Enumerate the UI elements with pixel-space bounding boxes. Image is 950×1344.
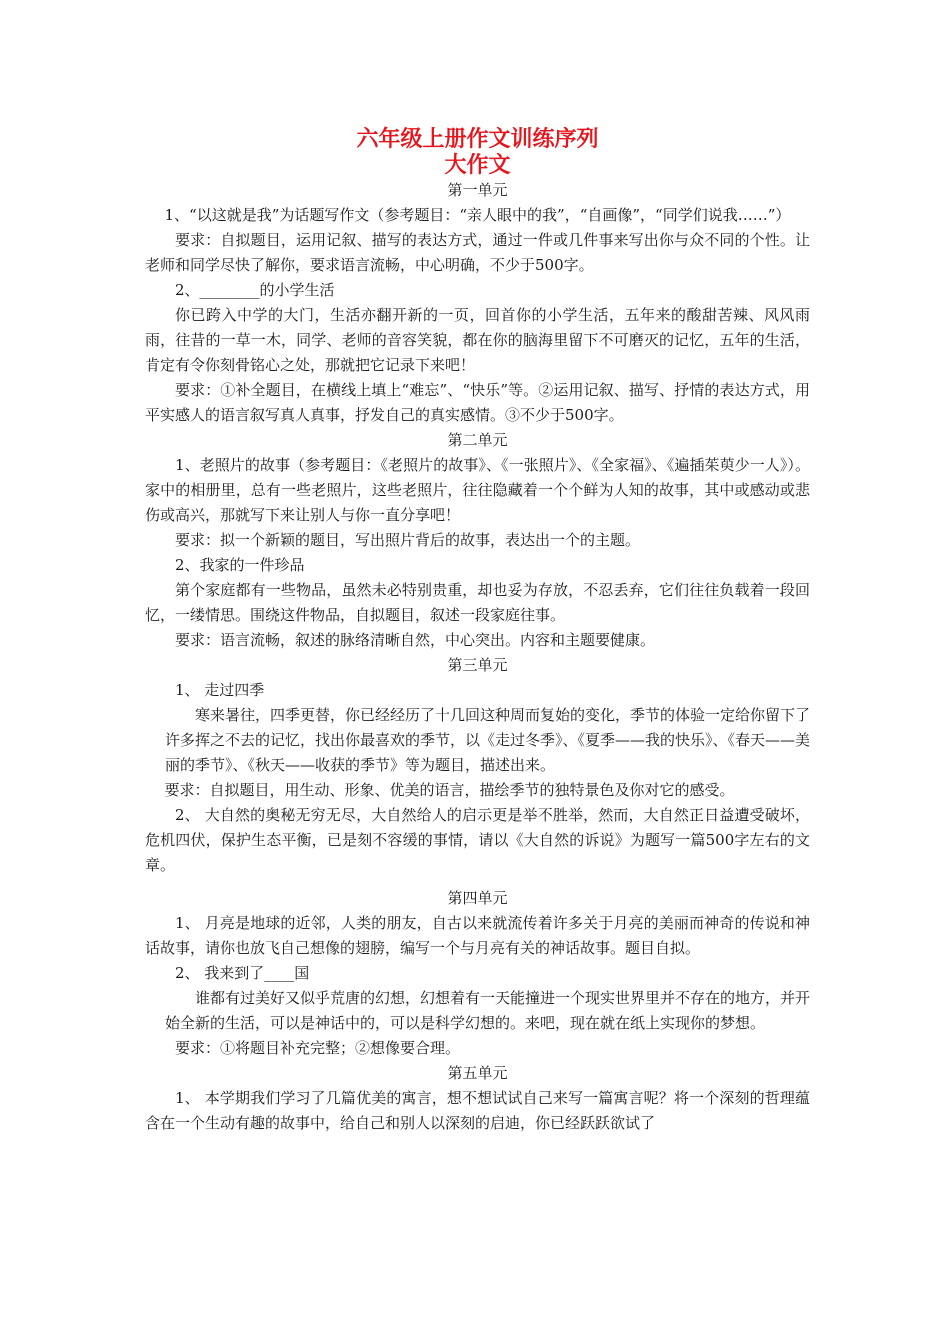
unit-heading: 第二单元 [447,431,508,449]
paragraph: 1、 本学期我们学习了几篇优美的寓言，想不想试试自己来写一篇寓言呢？将一个深刻的哲理蕴含在一个生动有趣的故事中，给自己和别人以深刻的启迪，你已经跃跃欲试了 [145,1089,810,1132]
unit-heading: 第五单元 [447,1064,508,1082]
paragraph: 2、我家的一件珍品 [175,556,305,574]
document-title: 六年级上册作文训练序列 [356,126,599,152]
paragraph: 1、老照片的故事（参考题目：《老照片的故事》、《一张照片》、《全家福》、《遍插茱萸少一人》）。家中的相册里，总有一些老照片，这些老照片，往往隐藏着一个个鲜为人知的故事，其中或感动或悲伤或高兴，那就写下来让别人与你一直分享吧！ [145,456,810,524]
paragraph: 要求：语言流畅，叙述的脉络清晰自然，中心突出。内容和主题要健康。 [175,631,656,649]
unit-heading: 第一单元 [447,181,508,199]
paragraph: 1、 走过四季 [175,681,265,699]
paragraph: 寒来暑往，四季更替，你已经经历了十几回这种周而复始的变化，季节的体验一定给你留下了许多挥之不去的记忆，找出你最喜欢的季节，以《走过冬季》、《夏季——我的快乐》、《春天——美丽的季节》、《秋天——收获的季节》等为题目，描述出来。 [165,706,811,774]
paragraph: 谁都有过美好又似乎荒唐的幻想，幻想着有一天能撞进一个现实世界里并不存在的地方，并开始全新的生活，可以是神话中的，可以是科学幻想的。来吧，现在就在纸上实现你的梦想。 [165,989,811,1032]
document-subtitle: 大作文 [444,152,511,178]
paragraph: 2、 我来到了____国 [175,964,310,982]
paragraph: 要求：拟一个新颖的题目，写出照片背后的故事，表达出一个的主题。 [175,531,641,549]
unit-heading: 第四单元 [447,889,508,907]
paragraph: 要求：①补全题目，在横线上填上“难忘”、“快乐”等。②运用记叙、描写、抒情的表达方式，用平实感人的语言叙写真人真事，抒发自己的真实感情。③不少于500字。 [145,381,810,424]
paragraph: 要求：自拟题目，运用记叙、描写的表达方式，通过一件或几件事来写出你与众不同的个性。让老师和同学尽快了解你，要求语言流畅，中心明确，不少于500字。 [145,231,810,274]
document-body [145,126,810,1136]
paragraph: 2、________的小学生活 [175,281,335,299]
paragraph: 要求：自拟题目，用生动、形象、优美的语言，描绘季节的独特景色及你对它的感受。 [164,781,735,799]
paragraph: 2、 大自然的奥秘无穷无尽，大自然给人的启示更是举不胜举，然而，大自然正日益遭受破坏，危机四伏，保护生态平衡，已是刻不容缓的事情，请以《大自然的诉说》为题写一篇500字左右的文章。 [145,806,810,874]
paragraph: 要求：①将题目补充完整；②想像要合理。 [175,1039,461,1057]
paragraph: 第个家庭都有一些物品，虽然未必特别贵重，却也妥为存放，不忍丢弃，它们往往负载着一段回忆，一缕情思。围绕这件物品，自拟题目，叙述一段家庭往事。 [145,581,810,624]
spacer [145,878,810,886]
unit-heading: 第三单元 [447,656,508,674]
paragraph: 你已跨入中学的大门，生活亦翻开新的一页，回首你的小学生活，五年来的酸甜苦辣、风风雨雨，往昔的一草一木，同学、老师的音容笑貌，都在你的脑海里留下不可磨灭的记忆，五年的生活，肯定有令你刻骨铭心之处，那就把它记录下来吧！ [145,306,810,374]
paragraph: 1、“以这就是我”为话题写作文（参考题目：“亲人眼中的我”，“自画像”，“同学们说我……”） [164,206,791,224]
paragraph: 1、 月亮是地球的近邻，人类的朋友，自古以来就流传着许多关于月亮的美丽而神奇的传说和神话故事，请你也放飞自己想像的翅膀，编写一个与月亮有关的神话故事。题目自拟。 [145,914,810,957]
